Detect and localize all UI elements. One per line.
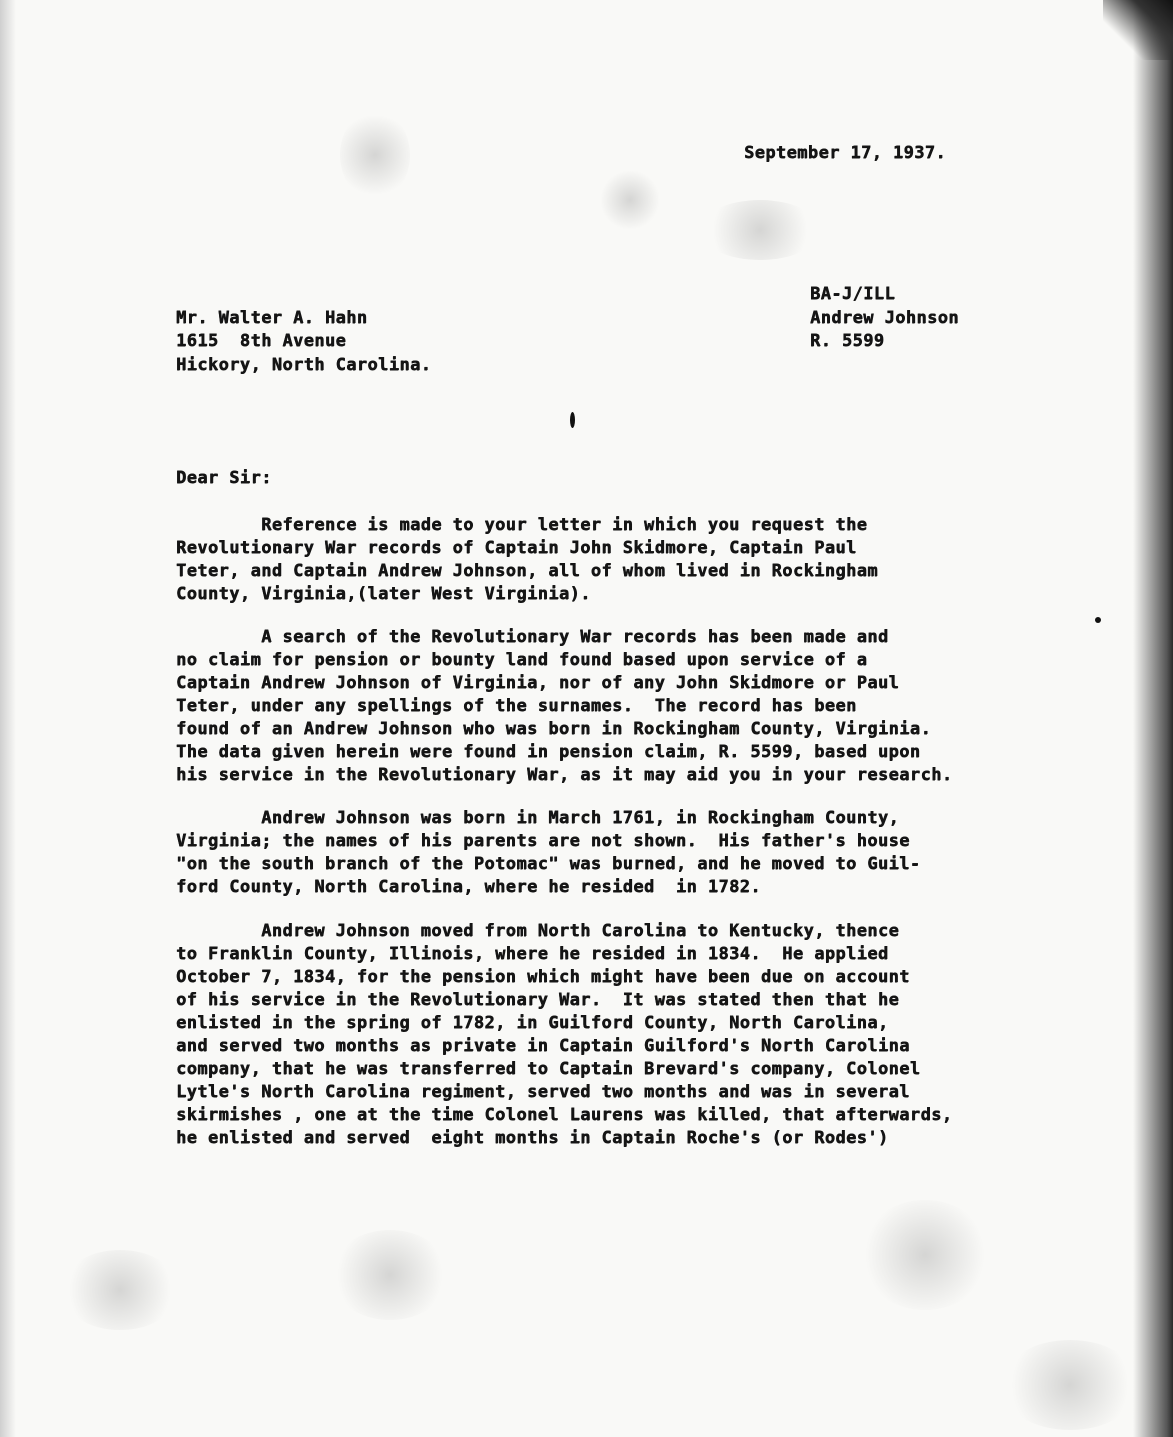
recipient-street: 1615 8th Avenue xyxy=(176,331,347,351)
body-line: no claim for pension or bounty land found based upon service of a xyxy=(176,650,868,670)
scan-smudge xyxy=(860,1200,990,1310)
ink-speck xyxy=(570,412,575,428)
body-line: A search of the Revolutionary War records has been made and xyxy=(176,627,889,647)
body-line: he enlisted and served eight months in Captain Roche's (or Rodes') xyxy=(176,1128,889,1148)
file-reference-claim: R. 5599 xyxy=(810,331,885,351)
salutation: Dear Sir: xyxy=(176,468,272,488)
body-line: October 7, 1834, for the pension which might have been due on account xyxy=(176,967,910,987)
body-line: Reference is made to your letter in which you request the xyxy=(176,515,868,535)
scan-smudge xyxy=(60,1250,180,1330)
body-line: Revolutionary War records of Captain John Skidmore, Captain Paul xyxy=(176,538,857,558)
ink-speck xyxy=(1095,617,1101,623)
scan-corner-shadow xyxy=(1103,0,1173,60)
recipient-city: Hickory, North Carolina. xyxy=(176,355,432,375)
scan-smudge xyxy=(600,170,660,230)
scan-smudge xyxy=(1000,1340,1140,1430)
scan-smudge xyxy=(340,110,410,200)
body-line: County, Virginia,(later West Virginia). xyxy=(176,584,591,604)
body-line: Teter, under any spellings of the surnames. The record has been xyxy=(176,696,857,716)
body-line: Andrew Johnson moved from North Carolina to Kentucky, thence xyxy=(176,921,900,941)
file-reference-code: BA-J/ILL xyxy=(810,284,896,304)
body-line: Teter, and Captain Andrew Johnson, all of whom lived in Rockingham xyxy=(176,561,878,581)
body-line: enlisted in the spring of 1782, in Guilford County, North Carolina, xyxy=(176,1013,889,1033)
body-line: Captain Andrew Johnson of Virginia, nor of any John Skidmore or Paul xyxy=(176,673,900,693)
body-line: his service in the Revolutionary War, as it may aid you in your research. xyxy=(176,765,953,785)
body-line: company, that he was transferred to Captain Brevard's company, Colonel xyxy=(176,1059,921,1079)
scan-smudge xyxy=(700,200,820,260)
body-line: and served two months as private in Captain Guilford's North Carolina xyxy=(176,1036,910,1056)
file-reference-name: Andrew Johnson xyxy=(810,308,959,328)
letter-date: September 17, 1937. xyxy=(744,143,947,163)
body-line: skirmishes , one at the time Colonel Laurens was killed, that afterwards, xyxy=(176,1105,953,1125)
body-line: The data given herein were found in pension claim, R. 5599, based upon xyxy=(176,742,921,762)
body-line: Andrew Johnson was born in March 1761, in Rockingham County, xyxy=(176,808,900,828)
body-line: to Franklin County, Illinois, where he resided in 1834. He applied xyxy=(176,944,889,964)
scan-smudge xyxy=(330,1230,450,1320)
scan-right-edge-shadow xyxy=(1133,0,1173,1437)
body-line: of his service in the Revolutionary War. It was stated then that he xyxy=(176,990,900,1010)
body-line: found of an Andrew Johnson who was born in Rockingham County, Virginia. xyxy=(176,719,932,739)
recipient-name: Mr. Walter A. Hahn xyxy=(176,308,368,328)
body-line: ford County, North Carolina, where he resided in 1782. xyxy=(176,877,761,897)
body-line: Lytle's North Carolina regiment, served two months and was in several xyxy=(176,1082,910,1102)
body-line: "on the south branch of the Potomac" was burned, and he moved to Guil- xyxy=(176,854,921,874)
body-line: Virginia; the names of his parents are not shown. His father's house xyxy=(176,831,910,851)
scan-left-edge-shadow xyxy=(0,0,16,1437)
